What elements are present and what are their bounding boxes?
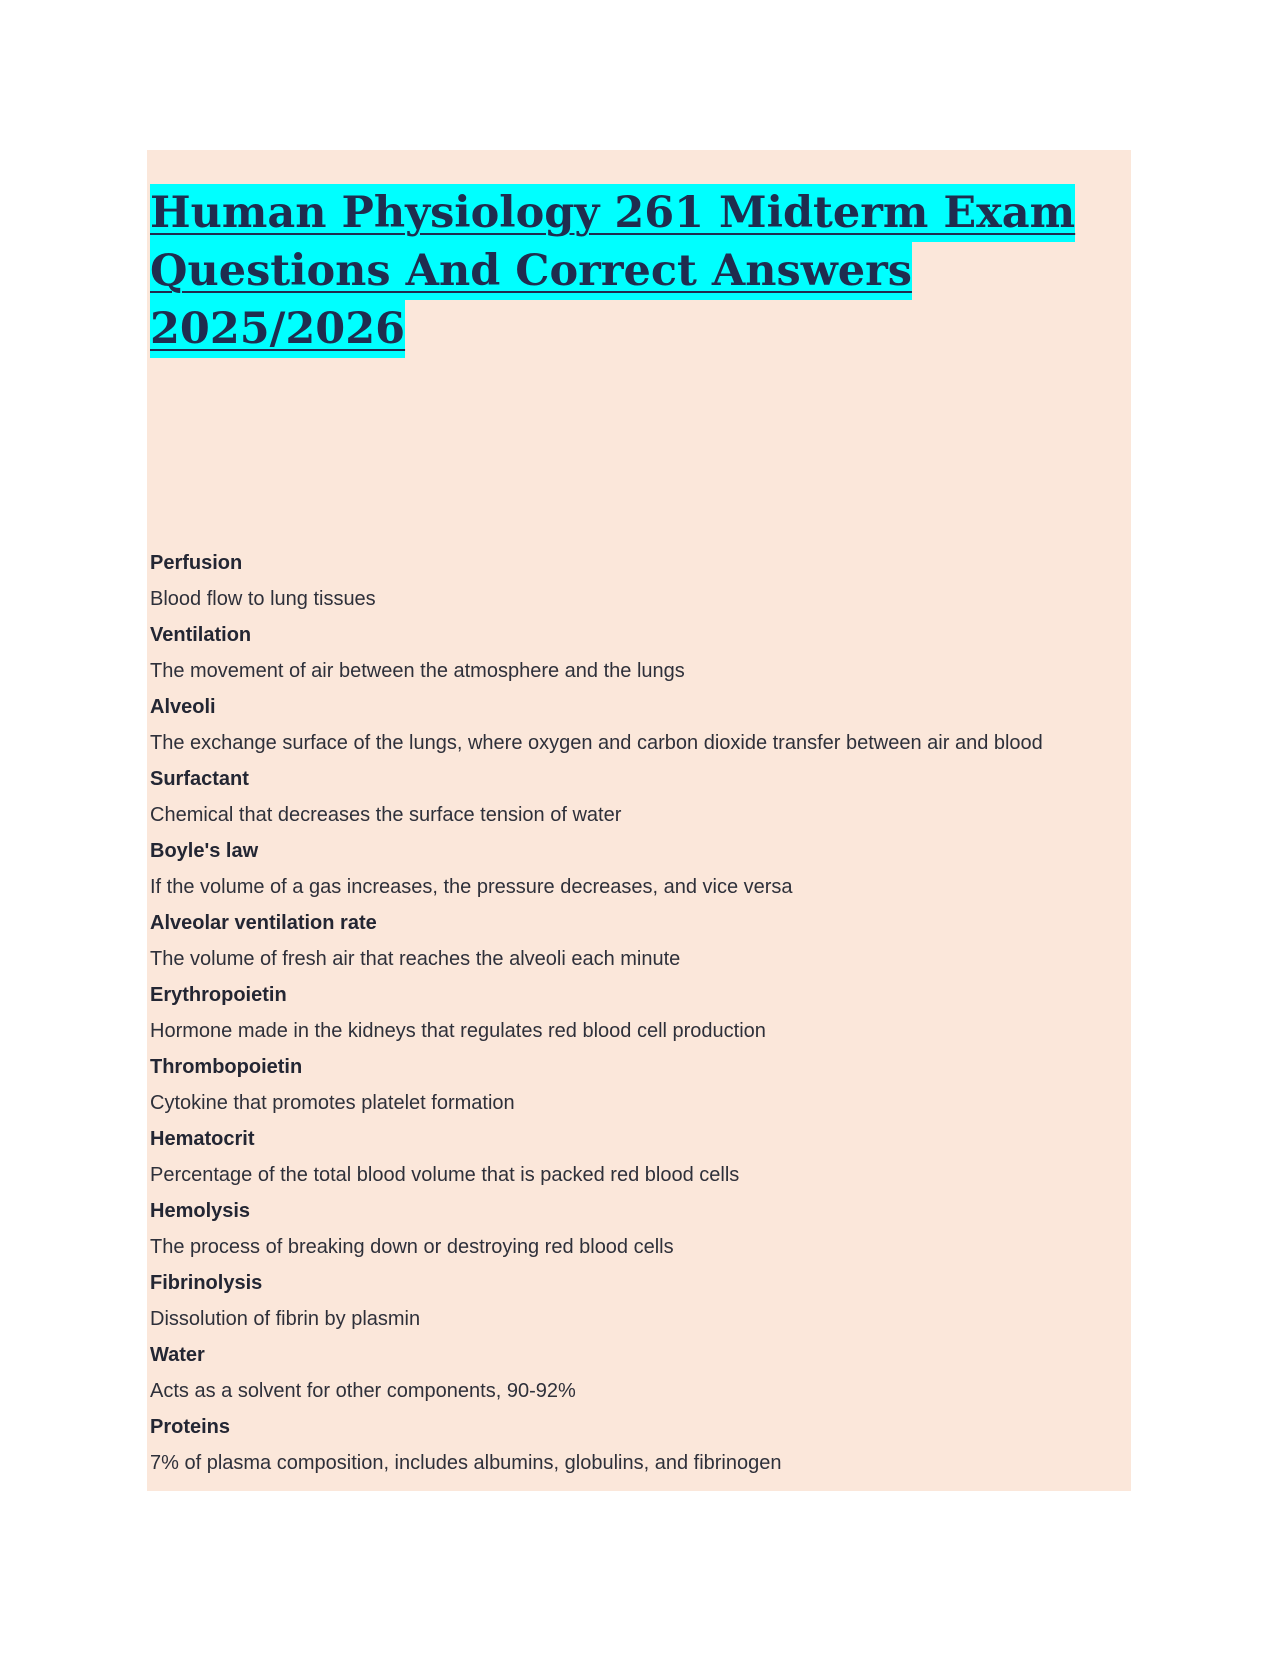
qa-item [150,761,1110,833]
term: Ventilation [150,624,252,646]
question-answer-list [150,545,1110,1481]
term: Alveolar ventilation rate [150,912,377,934]
term: Thrombopoietin [150,1056,303,1078]
term: Erythropoietin [150,984,287,1006]
definition: Chemical that decreases the surface tension of water [150,804,622,826]
title-line: Human Physiology 261 Midterm Exam [150,184,1075,242]
term: Hemolysis [150,1200,251,1222]
term: Proteins [150,1416,231,1438]
term: Fibrinolysis [150,1272,263,1294]
definition: Percentage of the total blood volume that is packed red blood cells [150,1164,740,1186]
qa-item [150,905,1110,977]
qa-item [150,617,1110,689]
term: Boyle's law [150,840,259,862]
qa-item [150,833,1110,905]
definition: The movement of air between the atmosphere and the lungs [150,660,685,682]
qa-item [150,1337,1110,1409]
title-line: 2025/2026 [150,300,405,358]
definition: Acts as a solvent for other components, 90-92% [150,1380,576,1402]
term: Water [150,1344,205,1366]
definition: The process of breaking down or destroying red blood cells [150,1236,674,1258]
definition: The exchange surface of the lungs, where oxygen and carbon dioxide transfer between air and blood [150,732,1043,754]
qa-item [150,977,1110,1049]
term: Alveoli [150,696,216,718]
term: Surfactant [150,768,249,790]
qa-item [150,1121,1110,1193]
qa-item [150,545,1110,617]
document-page [147,150,1131,1491]
definition: Hormone made in the kidneys that regulates red blood cell production [150,1020,766,1042]
definition: Dissolution of fibrin by plasmin [150,1308,421,1330]
qa-item [150,689,1110,761]
term: Hematocrit [150,1128,255,1150]
definition: Blood flow to lung tissues [150,588,376,610]
definition: The volume of fresh air that reaches the alveoli each minute [150,948,681,970]
term: Perfusion [150,552,243,574]
document-title [150,184,1076,358]
qa-item [150,1193,1110,1265]
definition: 7% of plasma composition, includes albumins, globulins, and fibrinogen [150,1452,782,1474]
definition: Cytokine that promotes platelet formation [150,1092,515,1114]
qa-item [150,1409,1110,1481]
qa-item [150,1049,1110,1121]
title-line: Questions And Correct Answers [150,242,912,300]
qa-item [150,1265,1110,1337]
definition: If the volume of a gas increases, the pressure decreases, and vice versa [150,876,793,898]
